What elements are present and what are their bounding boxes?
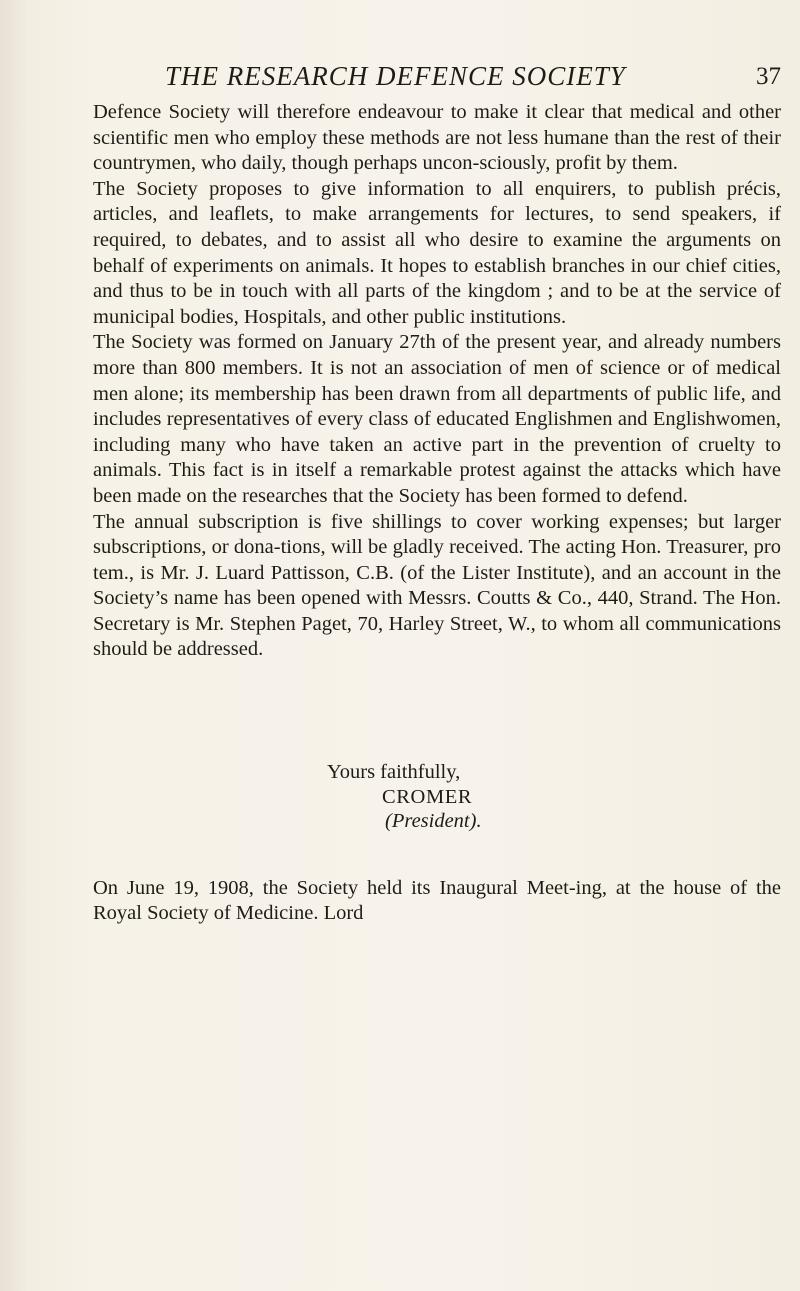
paragraph-3: The Society was formed on January 27th of the present year, and already numbers more than 800 members. It is not an association of men of science or of medical men alone; its membership has been drawn from all departments of public life, and includes representatives of every class of educated Englishmen and Englishwomen, including many who have taken an active part in the prevention of cruelty to animals. This fact is in itself a remarkable protest against the attacks which have been made on the researches that the Society has been formed to defend. <box>93 331 781 507</box>
signature-block <box>93 760 781 834</box>
body-text <box>93 100 781 663</box>
page-edge-shadow <box>0 0 28 1291</box>
paragraph-4: The annual subscription is five shillings to cover working expenses; but larger subscriptions, or dona-tions, will be gladly received. The acting Hon. Treasurer, pro tem., is Mr. J. Luard Pattisson, C.B. (of the Lister Institute), and an account in the Society’s name has been opened with Messrs. Coutts & Co., 440, Strand. The Hon. Secretary is Mr. Stephen Paget, 70, Harley Street, W., to whom all communications should be addressed. <box>93 510 781 661</box>
signature-closing: Yours faithfully, <box>327 761 461 783</box>
signature-role: (President). <box>385 810 482 832</box>
page-number: 37 <box>756 63 781 90</box>
final-paragraph: On June 19, 1908, the Society held its Inaugural Meet-ing, at the house of the Royal Society of Medicine. Lord <box>93 876 781 925</box>
running-header <box>93 57 781 97</box>
signature-name: CROMER <box>382 785 473 808</box>
paragraph-1: Defence Society will therefore endeavour to make it clear that medical and other scientific men who employ these methods are not less humane than the rest of their countrymen, who daily, though perhaps uncon-sciously, profit by them. <box>93 101 781 175</box>
running-title: THE RESEARCH DEFENCE SOCIETY <box>165 61 626 91</box>
paragraph-2: The Society proposes to give information to all enquirers, to publish précis, articles, and leaflets, to make arrangements for lectures, to send speakers, if required, to debates, and to assist all who desire to examine the arguments on behalf of experiments on animals. It hopes to establish branches in our chief cities, and thus to be in touch with all parts of the kingdom ; and to be at the service of municipal bodies, Hospitals, and other public institutions. <box>93 177 781 328</box>
